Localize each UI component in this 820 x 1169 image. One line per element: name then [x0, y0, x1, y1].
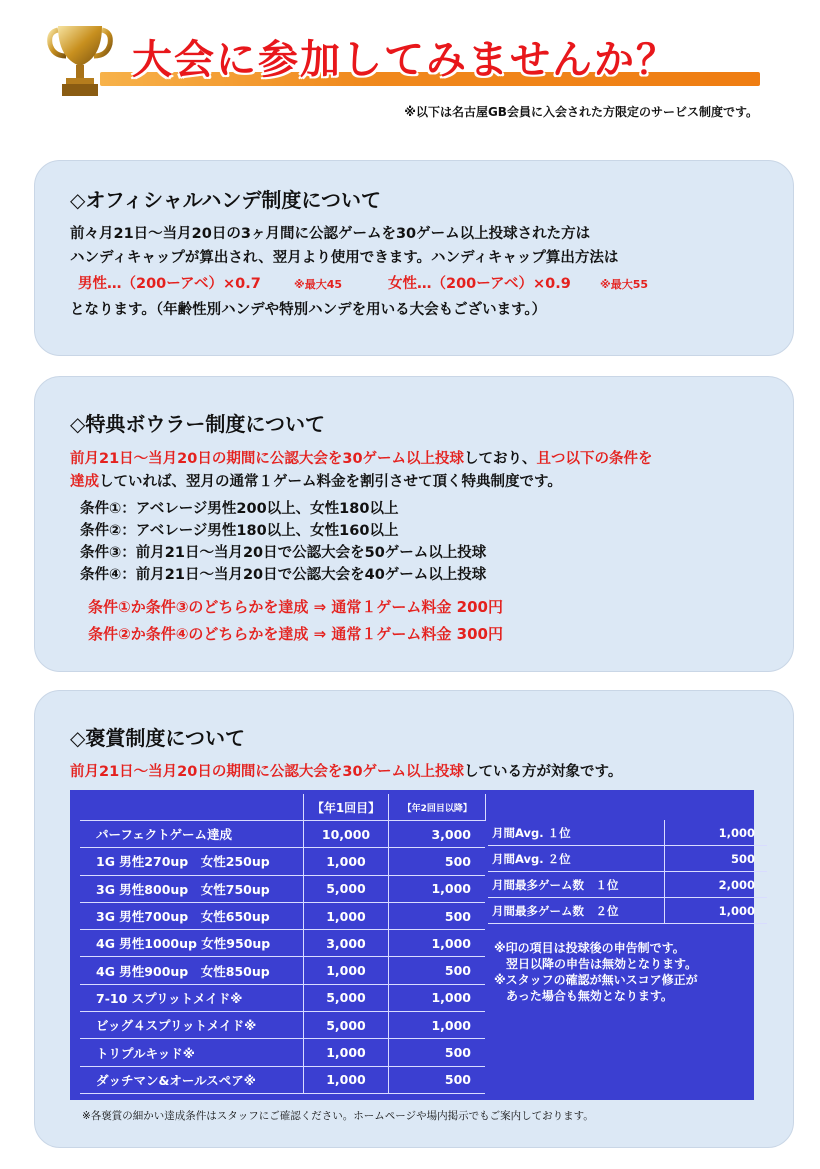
award-name: 3G 男性800up 女性750up: [80, 875, 304, 902]
bowler-result-2: 条件②か条件④のどちらかを達成 ⇒ 通常１ゲーム料金 300円: [88, 625, 503, 643]
awards-note-4: あった場合も無効となります。: [494, 989, 673, 1003]
monthly-award-amount: 1,000: [665, 898, 768, 924]
handicap-text-2: ハンディキャップが算出され、翌月より使用できます。ハンディキャップ算出方法は: [70, 250, 619, 266]
award-first-year-amount: 10,000: [304, 821, 389, 848]
awards-target-text: している方が対象です。: [464, 764, 623, 780]
monthly-award-name: 月間最多ゲーム数 １位: [488, 872, 665, 898]
monthly-award-row: [488, 898, 767, 924]
award-second-year-amount: 500: [389, 848, 486, 875]
awards-table: [80, 794, 486, 1094]
handicap-heading: ◇オフィシャルハンデ制度について: [70, 188, 381, 212]
award-row: [80, 957, 485, 984]
bowler-text-2: [70, 470, 562, 491]
award-first-year-amount: 1,000: [304, 1066, 389, 1093]
bowler-condition-lead: 且つ以下の条件を: [536, 451, 653, 467]
award-first-year-amount: 1,000: [304, 902, 389, 929]
awards-note-1: ※印の項目は投球後の申告制です。: [494, 941, 685, 955]
award-row: [80, 875, 485, 902]
awards-heading: ◇褒賞制度について: [70, 726, 245, 750]
awards-requirement: 前月21日～当月20日の期間に公認大会を30ゲーム以上投球: [70, 764, 465, 780]
monthly-awards-table: [488, 820, 767, 924]
page-title: 大会に参加してみませんか？: [132, 37, 678, 83]
award-row: [80, 1039, 485, 1066]
monthly-award-row: [488, 872, 767, 898]
bowler-text-1: [70, 447, 653, 468]
award-name: ビッグ４スプリットメイド※: [80, 1012, 304, 1039]
monthly-award-row: [488, 820, 767, 846]
awards-intro: [70, 760, 622, 781]
awards-header-blank: [80, 794, 304, 821]
award-first-year-amount: 5,000: [304, 875, 389, 902]
award-first-year-amount: 1,000: [304, 1039, 389, 1066]
award-row: [80, 848, 485, 875]
bowler-achieve: 達成: [70, 474, 99, 490]
bowler-result-1: 条件①か条件③のどちらかを達成 ⇒ 通常１ゲーム料金 200円: [88, 598, 503, 616]
award-second-year-amount: 1,000: [389, 875, 486, 902]
member-only-note: ※以下は名古屋GB会員に入会された方限定のサービス制度です。: [404, 105, 758, 119]
award-second-year-amount: 1,000: [389, 930, 486, 957]
condition-3: 条件③：前月21日～当月20日で公認大会を50ゲーム以上投球: [80, 545, 487, 561]
awards-footer-note: ※各褒賞の細かい達成条件はスタッフにご確認ください。ホームページや場内掲示でもご案内しております。: [82, 1110, 594, 1122]
award-first-year-amount: 1,000: [304, 957, 389, 984]
award-name: 7-10 スプリットメイド※: [80, 984, 304, 1011]
bowler-connector: しており、: [464, 451, 537, 467]
award-name: 3G 男性700up 女性650up: [80, 902, 304, 929]
monthly-award-name: 月間Avg. ２位: [488, 846, 665, 872]
handicap-male-max: ※最大45: [294, 278, 343, 291]
award-name: 1G 男性270up 女性250up: [80, 848, 304, 875]
awards-col-first-year: 【年1回目】: [304, 794, 389, 821]
award-name: 4G 男性1000up 女性950up: [80, 930, 304, 957]
bowler-benefit-text: していれば、翌月の通常１ゲーム料金を割引させて頂く特典制度です。: [99, 474, 562, 490]
monthly-award-name: 月間Avg. １位: [488, 820, 665, 846]
award-first-year-amount: 5,000: [304, 1012, 389, 1039]
condition-2: 条件②：アベレージ男性180以上、女性160以上: [80, 523, 399, 539]
award-second-year-amount: 500: [389, 957, 486, 984]
monthly-award-amount: 500: [665, 846, 768, 872]
awards-notes: [494, 940, 698, 1004]
award-first-year-amount: 3,000: [304, 930, 389, 957]
handicap-female-formula: 女性…（200ーアベ）×0.9: [388, 276, 571, 292]
monthly-award-name: 月間最多ゲーム数 ２位: [488, 898, 665, 924]
award-row: [80, 930, 485, 957]
award-second-year-amount: 1,000: [389, 984, 486, 1011]
award-second-year-amount: 500: [389, 1039, 486, 1066]
handicap-male-formula: 男性…（200ーアベ）×0.7: [78, 276, 261, 292]
award-row: [80, 984, 485, 1011]
award-second-year-amount: 500: [389, 902, 486, 929]
bowler-heading: ◇特典ボウラー制度について: [70, 412, 325, 436]
award-first-year-amount: 1,000: [304, 848, 389, 875]
handicap-female-max: ※最大55: [600, 278, 649, 291]
handicap-text-1: 前々月21日～当月20日の3ヶ月間に公認ゲームを30ゲーム以上投球された方は: [70, 226, 591, 242]
monthly-award-row: [488, 846, 767, 872]
award-name: ダッチマン&オールスペア※: [80, 1066, 304, 1093]
award-first-year-amount: 5,000: [304, 984, 389, 1011]
handicap-text-4: となります。（年齢性別ハンデや特別ハンデを用いる大会もございます。）: [70, 302, 547, 318]
awards-note-3: ※スタッフの確認が無いスコア修正が: [494, 973, 698, 987]
monthly-award-amount: 1,000: [665, 820, 768, 846]
monthly-award-amount: 2,000: [665, 872, 768, 898]
award-name: トリプルキッド※: [80, 1039, 304, 1066]
award-name: パーフェクトゲーム達成: [80, 821, 304, 848]
trophy-icon: [44, 22, 116, 102]
award-second-year-amount: 500: [389, 1066, 486, 1093]
bowler-requirement: 前月21日～当月20日の期間に公認大会を30ゲーム以上投球: [70, 451, 465, 467]
award-row: [80, 821, 485, 848]
award-second-year-amount: 1,000: [389, 1012, 486, 1039]
awards-note-2: 翌日以降の申告は無効となります。: [494, 957, 698, 971]
condition-4: 条件④：前月21日～当月20日で公認大会を40ゲーム以上投球: [80, 567, 487, 583]
award-row: [80, 1012, 485, 1039]
award-row: [80, 1066, 485, 1093]
condition-1: 条件①：アベレージ男性200以上、女性180以上: [80, 501, 399, 517]
awards-col-second-year: 【年2回目以降】: [389, 794, 486, 821]
award-row: [80, 902, 485, 929]
award-second-year-amount: 3,000: [389, 821, 486, 848]
award-name: 4G 男性900up 女性850up: [80, 957, 304, 984]
